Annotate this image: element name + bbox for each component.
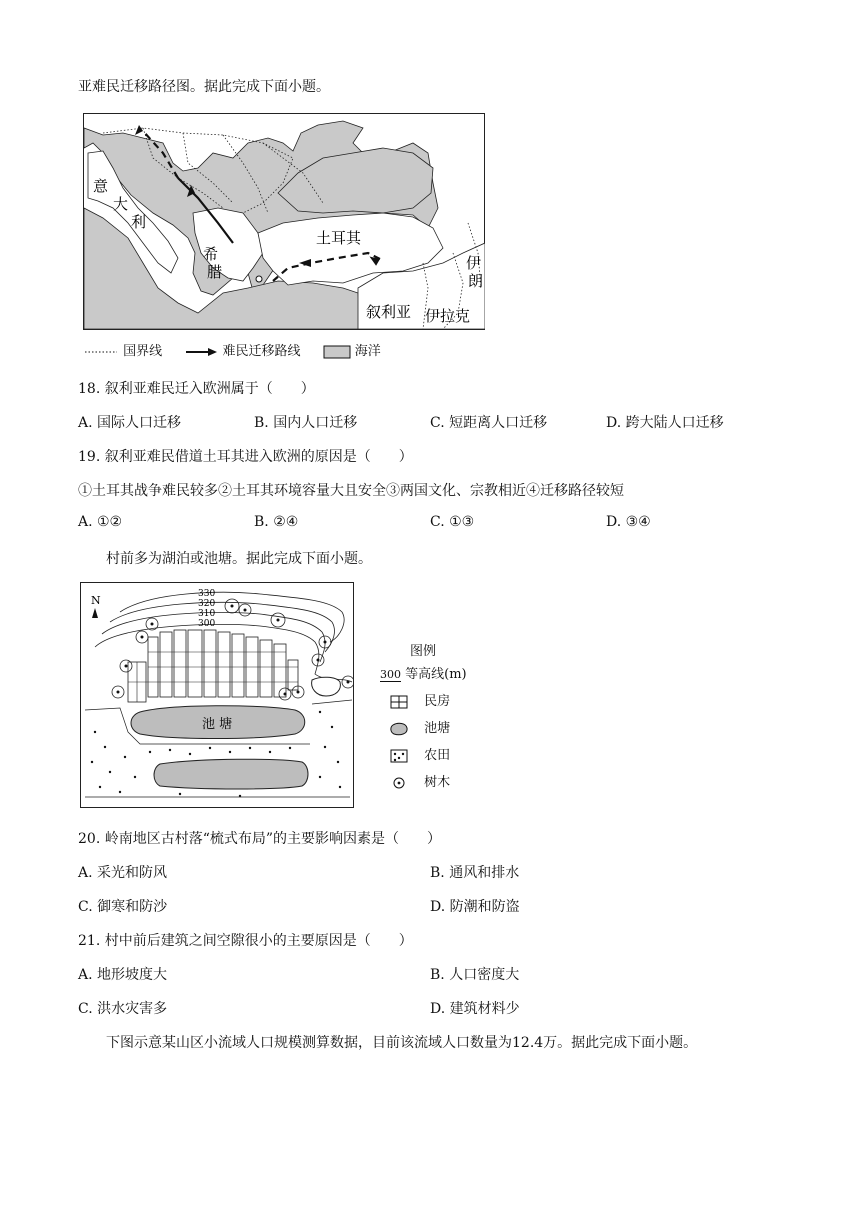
q18-stem: 18. 叙利亚难民迁入欧洲属于（ ）	[78, 381, 315, 397]
intro-text-3: 下图示意某山区小流域人口规模测算数据，目前该流域人口数量为12.4万。据此完成下面小题。	[106, 1035, 698, 1051]
contour-300: 300	[198, 619, 216, 629]
contour-320: 320	[198, 599, 216, 609]
contour-330: 330	[198, 589, 216, 599]
label-syria: 叙利亚	[366, 303, 412, 321]
label-iran-1: 伊	[466, 254, 482, 272]
village-layout-map	[80, 582, 354, 808]
legend-route-label: 难民迁移路线	[222, 344, 301, 359]
intro-text-1: 亚难民迁移路径图。据此完成下面小题。	[78, 79, 330, 95]
q20-option-c[interactable]: C. 御寒和防沙	[78, 899, 168, 915]
legend-house-label: 民房	[424, 694, 451, 709]
label-greece-2: 腊	[207, 263, 223, 281]
legend-border-label: 国界线	[123, 344, 163, 359]
pond-lower	[154, 759, 308, 789]
label-turkey: 土耳其	[316, 229, 362, 247]
q20-option-b[interactable]: B. 通风和排水	[430, 865, 520, 881]
q19-option-b[interactable]: B. ②④	[254, 514, 299, 530]
q18-option-a[interactable]: A. 国际人口迁移	[78, 415, 182, 431]
legend-contour-value: 300	[380, 668, 401, 681]
legend-pond-label: 池塘	[424, 721, 451, 736]
legend-contour-label: 等高线(m)	[405, 667, 467, 682]
q21-option-c[interactable]: C. 洪水灾害多	[78, 1001, 168, 1017]
pond-icon	[390, 722, 408, 736]
q18-option-c[interactable]: C. 短距离人口迁移	[430, 415, 548, 431]
label-italy-1: 意	[93, 177, 109, 195]
q21-stem: 21. 村中前后建筑之间空隙很小的主要原因是（ ）	[78, 933, 413, 949]
q19-statements: ①土耳其战争难民较多②土耳其环境容量大且安全③两国文化、宗教相近④迁移路径较短	[78, 483, 624, 499]
legend-tree-label: 树木	[424, 775, 451, 790]
q18-option-d[interactable]: D. 跨大陆人口迁移	[606, 415, 724, 431]
label-italy-3: 利	[131, 213, 147, 231]
q19-option-a[interactable]: A. ①②	[78, 514, 123, 530]
q20-stem: 20. 岭南地区古村落“梳式布局”的主要影响因素是（ ）	[78, 831, 442, 847]
q21-option-a[interactable]: A. 地形坡度大	[78, 967, 168, 983]
q19-stem: 19. 叙利亚难民借道土耳其进入欧洲的原因是（ ）	[78, 449, 413, 465]
legend-title: 图例	[410, 644, 437, 659]
house-icon	[390, 695, 408, 709]
intro-text-2: 村前多为湖泊或池塘。据此完成下面小题。	[106, 551, 372, 567]
label-greece-1: 希	[203, 245, 219, 263]
field-icon	[390, 749, 408, 763]
label-iraq: 伊拉克	[425, 307, 471, 325]
pond-label: 池 塘	[202, 717, 233, 732]
refugee-migration-map	[83, 113, 485, 330]
q20-option-a[interactable]: A. 采光和防风	[78, 865, 168, 881]
legend-sea-label: 海洋	[354, 344, 381, 359]
map1-legend	[83, 340, 381, 359]
legend-field-label: 农田	[424, 748, 451, 763]
q19-option-c[interactable]: C. ①③	[430, 514, 475, 530]
map2-legend	[380, 640, 467, 790]
q21-option-b[interactable]: B. 人口密度大	[430, 967, 520, 983]
contour-310: 310	[198, 609, 216, 619]
q20-option-d[interactable]: D. 防潮和防盗	[430, 899, 520, 915]
label-italy-2: 大	[113, 195, 129, 213]
q21-option-d[interactable]: D. 建筑材料少	[430, 1001, 520, 1017]
tree-icon	[390, 776, 408, 790]
q19-option-d[interactable]: D. ③④	[606, 514, 651, 530]
label-iran-2: 朗	[468, 272, 484, 290]
north-label: N	[91, 594, 101, 607]
q18-option-b[interactable]: B. 国内人口迁移	[254, 415, 358, 431]
